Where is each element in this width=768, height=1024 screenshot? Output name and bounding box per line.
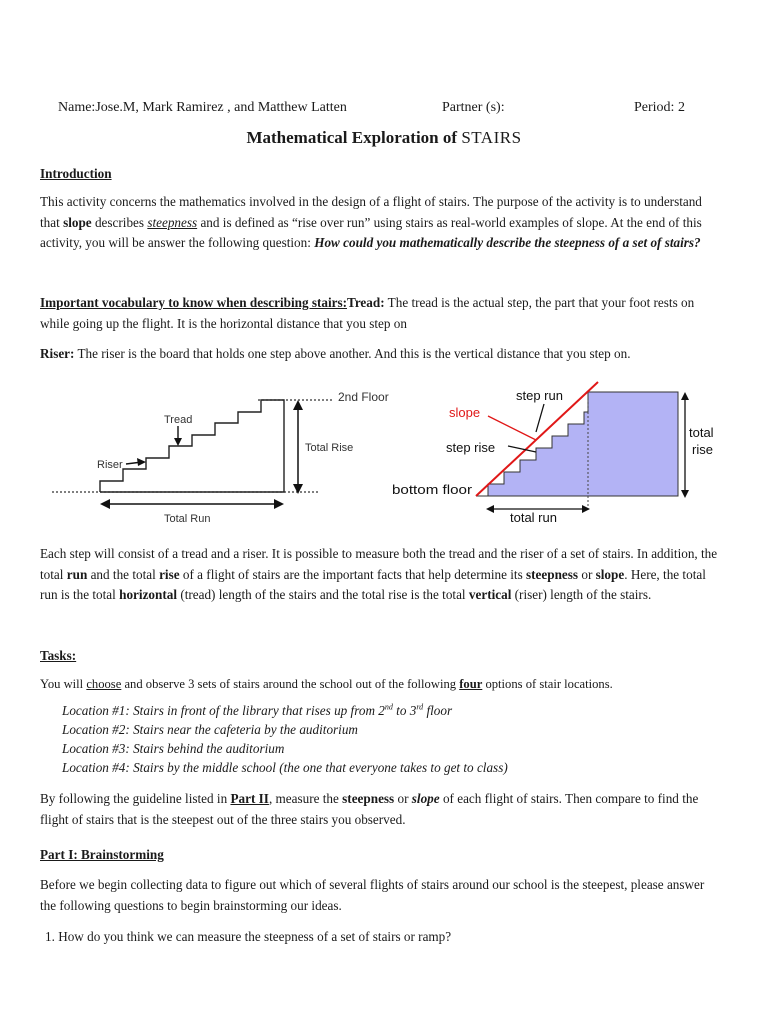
intro-text-2: describes — [94, 214, 145, 230]
page-title — [0, 128, 768, 148]
total-rise-head-top — [681, 392, 689, 400]
intro-heading — [40, 164, 720, 185]
riser-paragraph — [40, 344, 720, 365]
tread-definition: The tread is the actual step, the part that your foot rests on while going up the flight. It is the horizontal distance that you step on — [40, 295, 695, 331]
riser-pointer-head — [137, 458, 146, 466]
intro-heading-text: Introduction — [40, 166, 112, 181]
total-run-head-left — [486, 505, 494, 513]
tasks-text-2: and observe 3 sets of stairs around the school out of the following — [124, 677, 457, 691]
title-stairs: STAIRS — [461, 128, 522, 147]
title-main: Mathematical Exploration of — [246, 128, 458, 147]
tasks-four: four — [459, 677, 483, 691]
intro-text-1: This activity concerns the mathematics involved in the design of a flight of stairs. The purpose of the activity is to understand that — [40, 194, 702, 230]
part1-paragraph: Before we begin collecting data to figure out which of several flights of stairs around our school is the steepest, please answer the following questions to begin brainstorming our ideas. — [40, 877, 705, 913]
each-step-text-2: and the total — [90, 566, 156, 582]
label-bottom-floor: bottom floor — [392, 483, 472, 497]
label-tread: Tread — [164, 414, 193, 426]
question-1: 1. How do you think we can measure the steepness of a set of stairs or ramp? — [45, 929, 452, 944]
each-step-text-4: . Here, the total run is the total — [40, 566, 706, 602]
tasks-heading-text: Tasks: — [40, 648, 77, 663]
tasks-text-1: You will — [40, 677, 84, 691]
intro-question: How could you mathematically describe the steepness of a set of stairs? — [314, 235, 701, 250]
stairs-fill — [476, 392, 678, 496]
intro-steepness: steepness — [147, 214, 198, 230]
tread-pointer-head — [174, 438, 182, 446]
location-1-text-b: to 3 — [392, 703, 417, 718]
each-step-text-3: of a flight of stairs are the important facts that help determine its — [182, 566, 523, 582]
each-step-text-6: (riser) length of the stairs. — [514, 587, 652, 602]
label-total-run: Total Run — [164, 513, 211, 525]
guideline-steepness: steepness — [342, 791, 395, 806]
each-step-horizontal: horizontal — [119, 587, 178, 602]
label-riser: Riser — [97, 459, 123, 471]
label-rise: rise — [692, 442, 713, 457]
label-total-run-right: total run — [510, 510, 557, 525]
total-rise-head-bottom — [681, 490, 689, 498]
guideline-text-2: , measure the — [268, 791, 339, 806]
period-field: Period: 2 — [634, 100, 685, 115]
total-rise-arrowhead-top — [293, 400, 303, 410]
tasks-paragraph — [40, 674, 720, 695]
label-total-rise: Total Rise — [305, 442, 354, 454]
riser-term: Riser: — [40, 346, 75, 361]
stairs-diagram-left — [48, 384, 400, 530]
each-step-steepness: steepness — [526, 566, 579, 582]
guideline-paragraph — [40, 789, 720, 830]
each-step-run: run — [66, 566, 88, 582]
part1-heading-text: Part I: Brainstorming — [40, 847, 164, 862]
guideline-text-1: By following the guideline listed in — [40, 791, 228, 806]
label-2nd-floor: 2nd Floor — [338, 390, 389, 404]
each-step-or: or — [581, 566, 593, 582]
label-total: total — [689, 425, 714, 440]
intro-paragraph — [40, 192, 720, 254]
student-names: Name:Jose.M, Mark Ramirez , and Matthew Latten — [58, 100, 347, 115]
partner-field: Partner (s): — [442, 100, 505, 115]
tread-term: Tread: — [347, 295, 385, 310]
label-slope: slope — [449, 405, 481, 420]
location-1-sup-nd: nd — [384, 702, 393, 712]
tasks-heading — [40, 646, 720, 667]
location-1-sup-rd: rd — [416, 702, 424, 712]
intro-slope: slope — [63, 214, 92, 230]
guideline-text-3: of each flight of stairs. Then compare to find the flight of stairs that is the steepest out of the three stairs you observed. — [40, 791, 699, 827]
riser-definition: The riser is the board that holds one step above another. And this is the vertical distance that you step on. — [77, 346, 631, 361]
each-step-paragraph — [40, 544, 720, 606]
location-1-text-a: Location #1: Stairs in front of the library that rises up from 2 — [62, 703, 385, 718]
location-2: Location #2: Stairs near the cafeteria by the auditorium — [62, 722, 358, 737]
step-run-pointer — [536, 404, 544, 432]
each-step-rise: rise — [159, 566, 180, 582]
label-step-run: step run — [516, 388, 563, 403]
each-step-slope: slope — [595, 566, 625, 582]
each-step-text-1: Each step will consist of a tread and a riser. It is possible to measure both the tread and the riser of a set of stairs. In addition, the total — [40, 546, 718, 582]
slope-pointer — [488, 416, 536, 440]
label-step-rise: step rise — [446, 440, 496, 455]
stairs-diagram-right — [392, 380, 730, 530]
location-4: Location #4: Stairs by the middle school (the one that everyone takes to get to class) — [62, 760, 508, 775]
vocab-paragraph — [40, 293, 720, 334]
tasks-text-3: options of stair locations. — [485, 677, 613, 691]
tasks-choose: choose — [86, 677, 122, 691]
guideline-or: or — [397, 791, 409, 806]
guideline-slope: slope — [411, 791, 440, 806]
step-rise-pointer — [508, 446, 536, 452]
total-run-arrowhead-left — [100, 499, 110, 509]
part1-heading — [40, 845, 720, 866]
location-1 — [62, 701, 452, 720]
total-run-arrowhead-right — [274, 499, 284, 509]
intro-text-3: and is defined as “rise over run” using stairs as real-world examples of slope. At the end of this activity, you will be answer the following question: — [40, 214, 702, 250]
location-3: Location #3: Stairs behind the auditorium — [62, 741, 285, 756]
total-run-head-right — [582, 505, 590, 513]
guideline-part2: Part II — [230, 791, 269, 806]
vocab-heading: Important vocabulary to know when describing stairs: — [40, 295, 347, 310]
each-step-text-5: (tread) length of the stairs and the total rise is the total — [180, 587, 466, 602]
location-1-text-c: floor — [423, 703, 453, 718]
each-step-vertical: vertical — [468, 587, 512, 602]
